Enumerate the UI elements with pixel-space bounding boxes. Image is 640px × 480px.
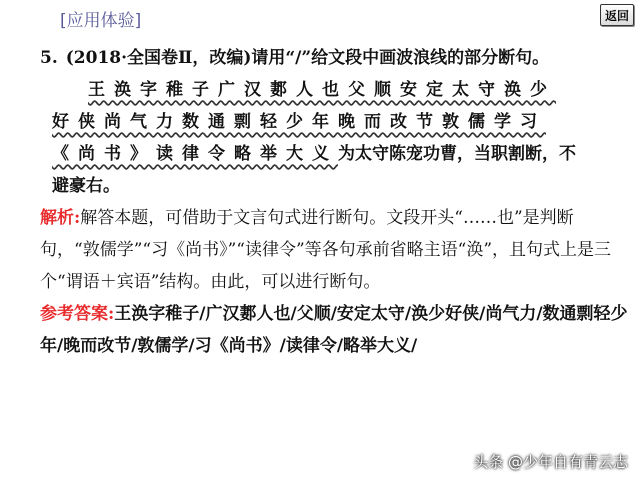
question-content [40, 42, 630, 362]
wavy-text-1: 王涣字稚子广汉郪人也父顺安定太守涣少 [88, 80, 556, 100]
watermark: 头条 @少年自有青云志 [473, 453, 628, 471]
passage-line-4 [52, 170, 630, 202]
wavy-text-2: 好侠尚气力数通剽轻少年晚而改节敦儒学习 [52, 112, 546, 132]
question-prompt: 请用“/”给文段中画波浪线的部分断句。 [251, 48, 550, 68]
question-line [40, 42, 630, 74]
passage-rest-3: 为太守陈宠功曹，当职割断，不 [338, 144, 576, 164]
passage [52, 74, 630, 202]
answer-label: 参考答案: [40, 304, 115, 324]
analysis-label: 解析: [40, 208, 81, 228]
analysis-block [40, 202, 630, 298]
passage-rest-4: 避豪右。 [52, 176, 120, 196]
answer-block [40, 298, 630, 362]
passage-line-3 [52, 138, 630, 170]
wavy-text-3: 《尚书》读律令略举大义 [52, 144, 338, 164]
passage-line-2 [52, 106, 630, 138]
back-button[interactable]: 返回 [600, 4, 634, 26]
question-number: 5. [40, 48, 58, 68]
question-source: (2018·全国卷Ⅱ，改编) [65, 48, 252, 68]
answer-text: 王涣字稚子/广汉郪人也/父顺/安定太守/涣少好侠/尚气力/数通剽轻少年/晚而改节/敦儒学/习《尚书》/读律令/略举大义/ [40, 304, 628, 356]
section-header: [应用体验] [60, 11, 142, 31]
analysis-text: 解答本题，可借助于文言句式进行断句。文段开头“……也”是判断句，“敦儒学”“习《尚书》”“读律令”等各句承前省略主语“涣”，且句式上是三个“谓语＋宾语”结构。由此，可以进行断句。 [40, 208, 612, 292]
passage-line-1 [52, 74, 630, 106]
